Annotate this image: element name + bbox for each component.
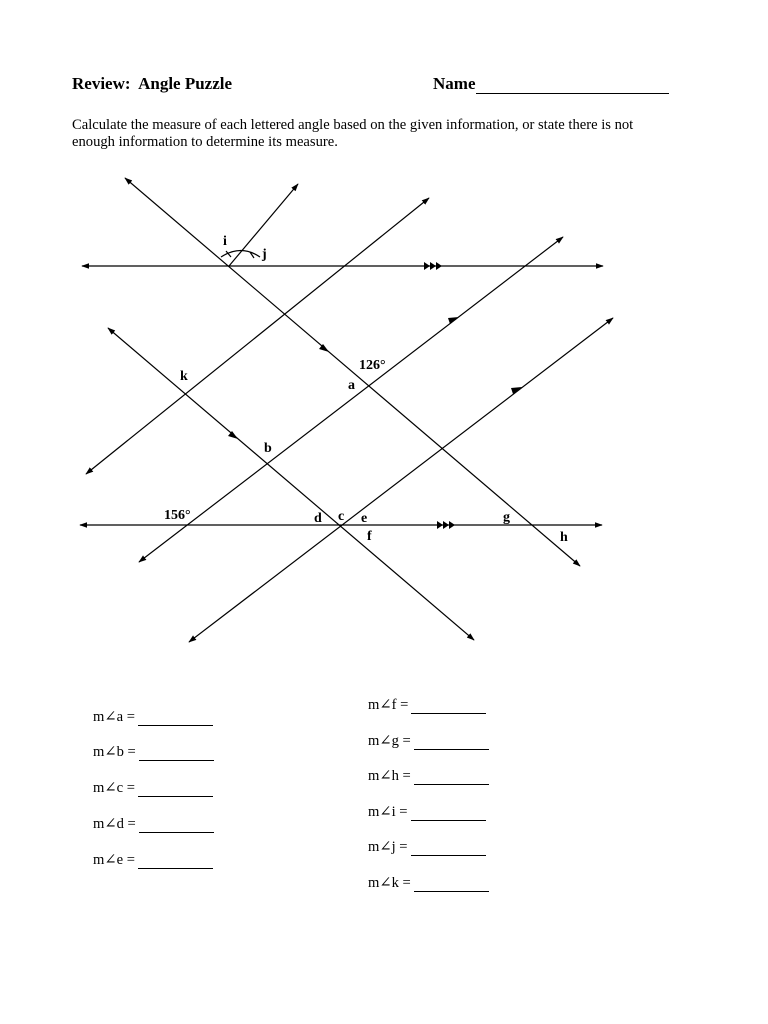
- ascending-line-1: [86, 198, 429, 474]
- label-c: c: [338, 509, 345, 524]
- answer-blank-b[interactable]: [139, 746, 214, 761]
- label-j: j: [262, 247, 267, 262]
- answer-i[interactable]: [368, 803, 486, 821]
- answer-b[interactable]: [93, 743, 214, 761]
- label-h: h: [560, 530, 568, 545]
- answer-blank-h[interactable]: [414, 770, 489, 785]
- answer-blank-g[interactable]: [414, 735, 489, 750]
- lower-transversal-line: [108, 328, 474, 640]
- label-a: a: [348, 378, 355, 393]
- answer-blank-i[interactable]: [411, 806, 486, 821]
- label-126: 126°: [359, 358, 386, 373]
- answer-blank-e[interactable]: [138, 854, 213, 869]
- answer-blank-f[interactable]: [411, 699, 486, 714]
- answer-label-h: m∠h =: [368, 768, 411, 784]
- answer-label-a: m∠a =: [93, 709, 135, 725]
- label-i: i: [223, 234, 227, 249]
- answer-blank-k[interactable]: [414, 877, 489, 892]
- answer-k[interactable]: [368, 874, 489, 892]
- ascending-line-2: [139, 237, 563, 562]
- answer-d[interactable]: [93, 815, 214, 833]
- worksheet-title: Review: Angle Puzzle: [72, 74, 233, 93]
- answer-label-k: m∠k =: [368, 875, 411, 891]
- label-d: d: [314, 511, 322, 526]
- answer-blank-c[interactable]: [138, 782, 213, 797]
- answer-c[interactable]: [93, 779, 213, 797]
- answer-label-i: m∠i =: [368, 804, 408, 820]
- label-g: g: [503, 510, 510, 525]
- answer-blank-d[interactable]: [139, 818, 214, 833]
- parallel-mark-top: [424, 262, 442, 270]
- label-k: k: [180, 369, 188, 384]
- answer-label-f: m∠f =: [368, 697, 409, 713]
- ascending-line-3: [189, 318, 613, 642]
- top-transversal-line: [125, 178, 580, 566]
- answer-j[interactable]: [368, 838, 486, 856]
- name-label: Name: [433, 74, 476, 93]
- parallel-mark-bottom: [437, 521, 455, 529]
- answer-label-d: m∠d =: [93, 816, 136, 832]
- answer-g[interactable]: [368, 732, 489, 750]
- instructions-text: Calculate the measure of each lettered angle based on the given information, or state there is not enough information to determine its measure.: [72, 117, 634, 150]
- answer-a[interactable]: [93, 708, 213, 726]
- label-f: f: [367, 529, 372, 544]
- answer-h[interactable]: [368, 767, 489, 785]
- parallel-mark-ascending-2: [448, 317, 459, 324]
- parallel-mark-ascending-3: [511, 387, 522, 394]
- label-b: b: [264, 441, 272, 456]
- answer-label-j: m∠j =: [368, 839, 408, 855]
- answer-blank-a[interactable]: [138, 711, 213, 726]
- answer-label-g: m∠g =: [368, 733, 411, 749]
- answer-label-b: m∠b =: [93, 744, 136, 760]
- label-156: 156°: [164, 508, 191, 523]
- answer-label-c: m∠c =: [93, 780, 135, 796]
- answer-blank-j[interactable]: [411, 841, 486, 856]
- answer-e[interactable]: [93, 851, 213, 869]
- label-e: e: [361, 511, 368, 526]
- answer-f[interactable]: [368, 696, 486, 714]
- answer-label-e: m∠e =: [93, 852, 135, 868]
